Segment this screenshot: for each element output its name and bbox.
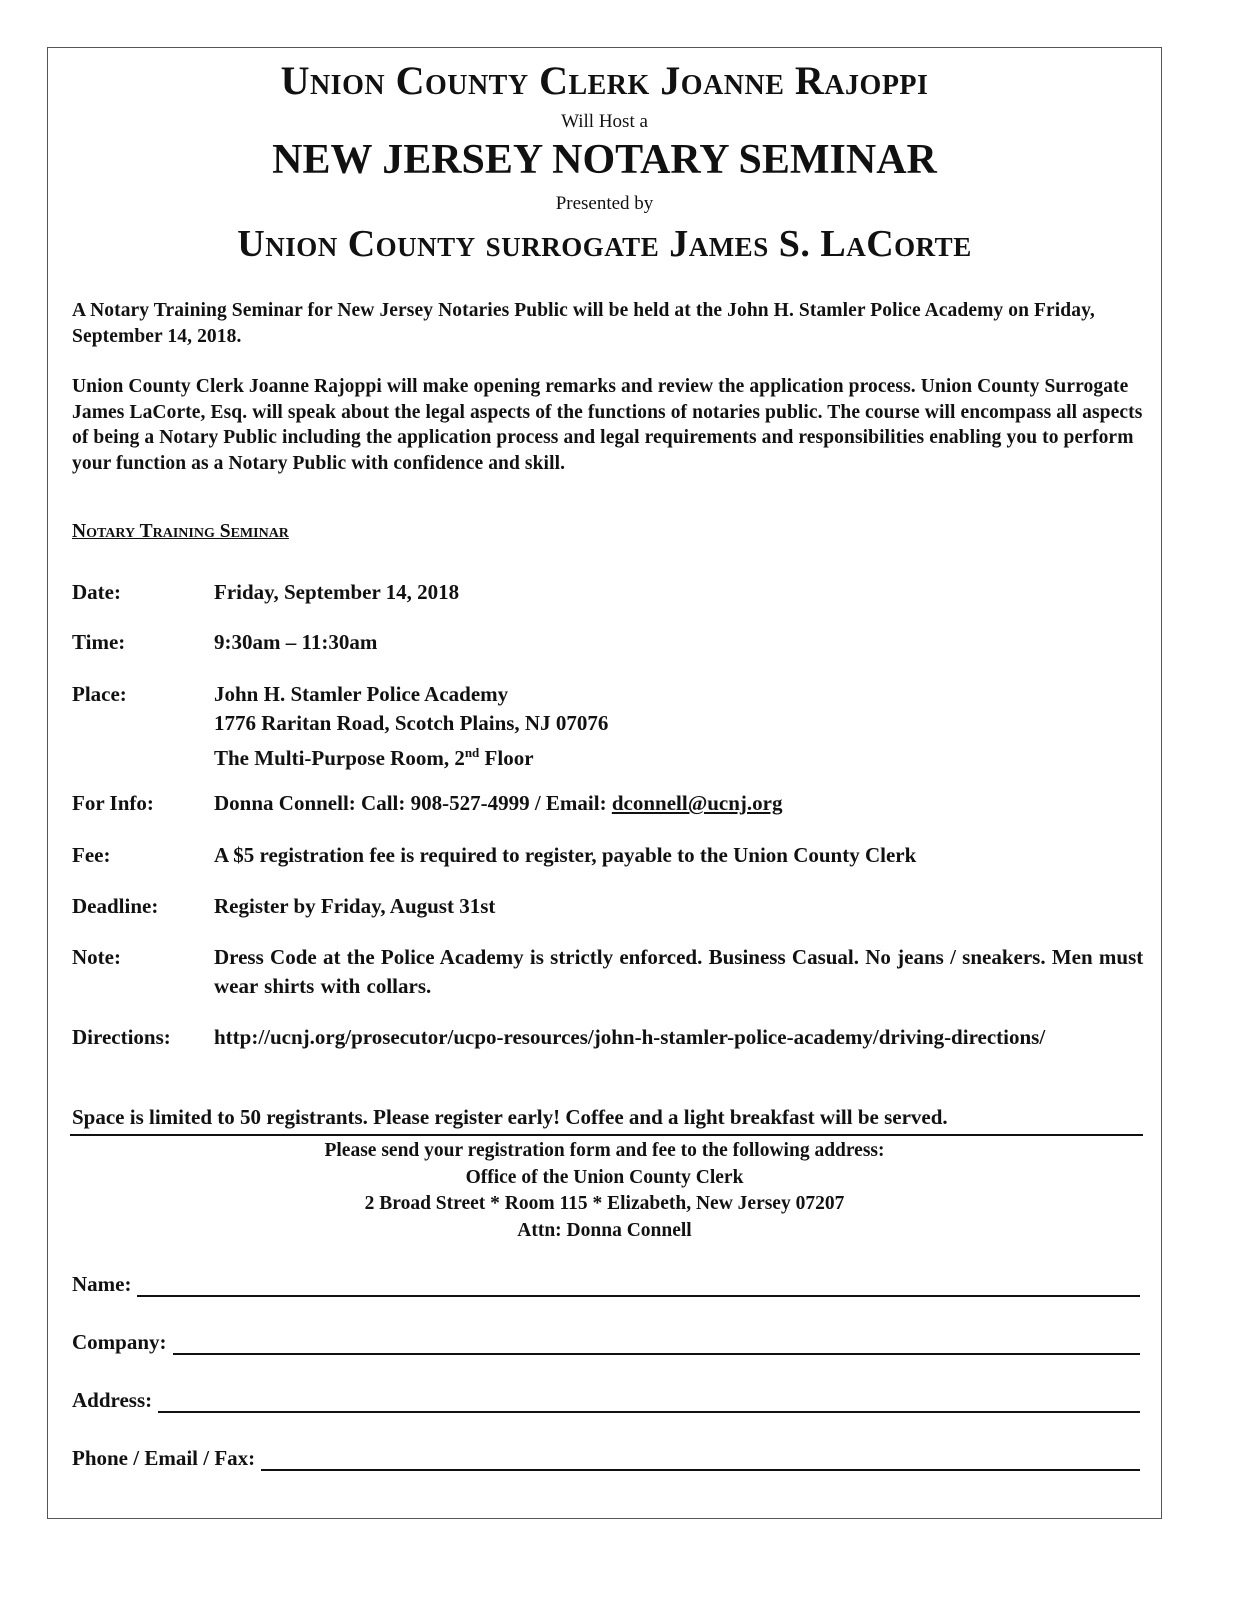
detail-time xyxy=(72,628,1152,657)
info-value: Donna Connell: Call: 908-527-4999 / Email: xyxy=(214,791,612,815)
address-field[interactable] xyxy=(72,1388,1140,1413)
place-line-1: John H. Stamler Police Academy xyxy=(214,682,509,706)
presenter-title: Union County surrogate James S. LaCorte xyxy=(237,223,972,265)
detail-directions xyxy=(72,1023,1152,1052)
detail-info xyxy=(72,789,1152,818)
mailing-line-2: Office of the Union County Clerk xyxy=(465,1166,744,1188)
date-value: Friday, September 14, 2018 xyxy=(214,580,460,604)
place-line-3 xyxy=(214,738,1152,773)
space-notice: Space is limited to 50 registrants. Please register early! Coffee and a light breakfast will be served. xyxy=(72,1105,948,1129)
info-label: For Info: xyxy=(72,791,154,815)
place-label: Place: xyxy=(72,682,127,706)
contact-label: Phone / Email / Fax: xyxy=(72,1446,256,1470)
place-line-3-text: The Multi-Purpose Room, 2 xyxy=(214,746,465,770)
detail-deadline xyxy=(72,892,1152,921)
place-superscript: nd xyxy=(464,745,480,760)
deadline-label: Deadline: xyxy=(72,894,159,918)
place-line-3-floor: Floor xyxy=(479,746,534,770)
time-value: 9:30am – 11:30am xyxy=(214,630,378,654)
section-heading: Notary Training Seminar xyxy=(72,521,289,542)
note-label: Note: xyxy=(72,945,121,969)
intro-paragraph-1: A Notary Training Seminar for New Jersey Notaries Public will be held at the John H. Stamler Police Academy on Friday, September 14, 2018. xyxy=(72,300,1095,347)
place-line-2: 1776 Raritan Road, Scotch Plains, NJ 07076 xyxy=(214,711,609,735)
address-label: Address: xyxy=(72,1388,153,1412)
note-value: Dress Code at the Police Academy is strictly enforced. Business Casual. No jeans / sneakers. Men must wear shirts with collars. xyxy=(214,945,1144,998)
time-label: Time: xyxy=(72,630,126,654)
intro-paragraph-2: Union County Clerk Joanne Rajoppi will make opening remarks and review the application process. Union County Surrogate James LaCorte, Esq. will speak about the legal aspects of the functions of notaries public. The course will encompass all aspects of being a Notary Public including the application process and legal requirements and responsibilities enabling you to perform your function as a Notary Public with confidence and skill. xyxy=(72,376,1143,474)
fee-label: Fee: xyxy=(72,843,111,867)
will-host-text: Will Host a xyxy=(561,111,648,132)
seminar-title: NEW JERSEY NOTARY SEMINAR xyxy=(272,137,937,183)
detail-place xyxy=(72,680,1152,773)
company-field[interactable] xyxy=(72,1330,1140,1355)
page-border xyxy=(47,47,1162,1519)
detail-note xyxy=(72,943,1152,1001)
detail-date xyxy=(72,578,1152,607)
title-clerk: Union County Clerk Joanne Rajoppi xyxy=(280,58,929,103)
company-label: Company: xyxy=(72,1330,167,1354)
divider xyxy=(70,1134,1143,1136)
name-field[interactable] xyxy=(72,1272,1140,1297)
name-line[interactable] xyxy=(137,1275,1140,1297)
email-link[interactable]: dconnell@ucnj.org xyxy=(611,791,783,815)
name-label: Name: xyxy=(72,1272,132,1296)
contact-field[interactable] xyxy=(72,1446,1140,1471)
mailing-line-3: 2 Broad Street * Room 115 * Elizabeth, New Jersey 07207 xyxy=(364,1193,845,1214)
deadline-value: Register by Friday, August 31st xyxy=(214,894,496,918)
directions-label: Directions: xyxy=(72,1025,171,1049)
detail-fee xyxy=(72,841,1152,870)
fee-value: A $5 registration fee is required to register, payable to the Union County Clerk xyxy=(214,843,917,867)
company-line[interactable] xyxy=(173,1333,1140,1355)
contact-line[interactable] xyxy=(261,1449,1140,1471)
address-line[interactable] xyxy=(158,1391,1140,1413)
directions-value: http://ucnj.org/prosecutor/ucpo-resources/john-h-stamler-police-academy/driving-directions/ xyxy=(214,1025,1046,1049)
mailing-address xyxy=(47,1138,1162,1244)
mailing-line-4: Attn: Donna Connell xyxy=(517,1219,692,1241)
mailing-line-1: Please send your registration form and fee to the following address: xyxy=(324,1140,885,1161)
date-label: Date: xyxy=(72,580,121,604)
presented-by-text: Presented by xyxy=(555,193,654,214)
